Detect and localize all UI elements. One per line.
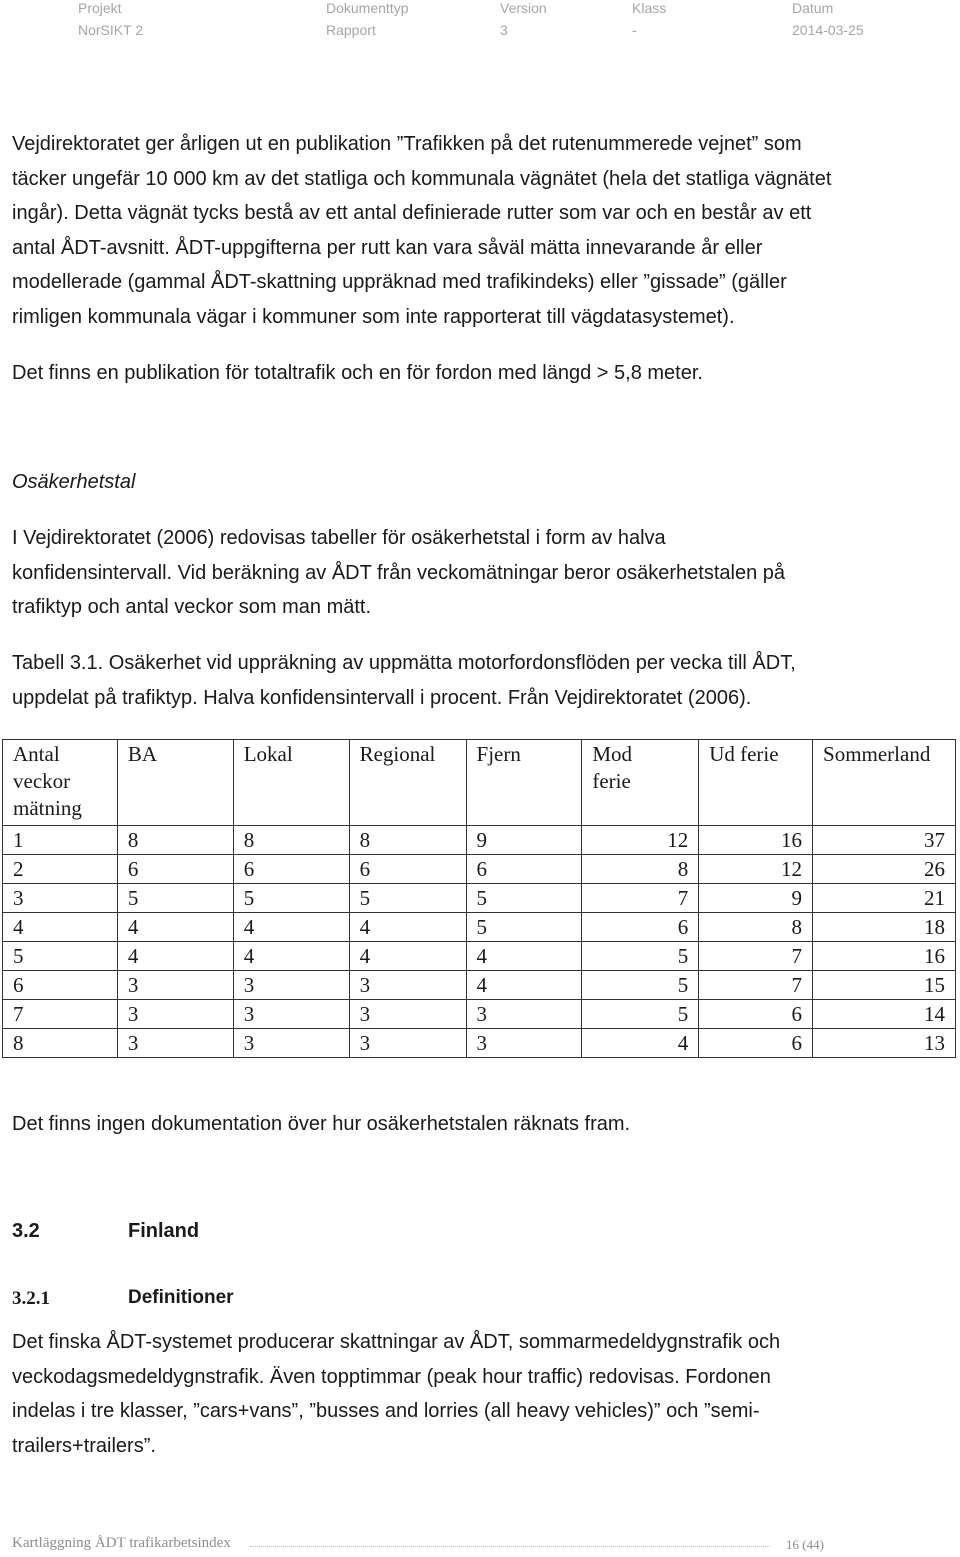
text-line: Det finns en publikation för totaltrafik och en för fordon med längd > 5,8 meter. (12, 362, 703, 384)
table-cell: 7 (699, 971, 813, 1000)
text-line: rimligen kommunala vägar i kommuner som inte rapporterat till vägdatasystemet). (12, 305, 735, 328)
table-cell: 8 (233, 826, 349, 855)
text-line: trafiktyp och antal veckor som man mätt. (12, 596, 372, 618)
table-cell: 1 (3, 826, 118, 855)
table-cell: 4 (466, 942, 582, 971)
table-cell: 4 (582, 1029, 699, 1058)
table-header-row (3, 740, 956, 826)
text-line: Det finns ingen dokumentation över hur osäkerhetstalen räknats fram. (12, 1113, 631, 1135)
subsection-title: Definitioner (128, 1287, 234, 1308)
table-cell: 8 (699, 913, 813, 942)
table-cell: 4 (3, 913, 118, 942)
table-cell: 4 (233, 913, 349, 942)
table-row (3, 826, 956, 855)
table-row (3, 971, 956, 1000)
publication-paragraph (12, 356, 947, 391)
table-cell: 6 (466, 855, 582, 884)
table-row (3, 855, 956, 884)
footer-divider (250, 1546, 770, 1547)
text-line: Tabell 3.1. Osäkerhet vid uppräkning av uppmätta motorfordonsflöden per vecka till ÅDT, (12, 652, 796, 674)
finland-paragraph (12, 1325, 947, 1463)
table-cell: 7 (699, 942, 813, 971)
column-header (349, 740, 466, 826)
table-cell: 16 (699, 826, 813, 855)
table-cell: 16 (813, 942, 956, 971)
header-label-klass: Klass (632, 0, 667, 16)
header-value-version: 3 (500, 22, 508, 38)
table-cell: 3 (117, 1029, 233, 1058)
table-cell: 12 (699, 855, 813, 884)
text-line: täcker ungefär 10 000 km av det statliga och kommunala vägnätet (hela det statliga vägnätet (12, 167, 832, 190)
table-cell: 9 (699, 884, 813, 913)
table-cell: 5 (466, 913, 582, 942)
table-cell: 5 (3, 942, 118, 971)
table-cell: 3 (3, 884, 118, 913)
header-label-projekt: Projekt (78, 0, 122, 16)
subsection-number: 3.2.1 (12, 1288, 50, 1309)
table-row (3, 913, 956, 942)
column-header (582, 740, 699, 826)
header-labels-row (0, 0, 960, 20)
table-cell: 12 (582, 826, 699, 855)
table-cell: 4 (466, 971, 582, 1000)
table-cell: 21 (813, 884, 956, 913)
table-cell: 8 (582, 855, 699, 884)
header-text: mätning (13, 796, 82, 820)
header-value-dokumenttyp: Rapport (326, 22, 376, 38)
header-text: Mod (592, 742, 633, 766)
table-cell: 6 (699, 1000, 813, 1029)
section-number: 3.2 (12, 1220, 40, 1242)
table-cell: 6 (3, 971, 118, 1000)
header-text: Regional (359, 742, 436, 766)
table-cell: 3 (117, 971, 233, 1000)
header-text: ferie (592, 769, 631, 793)
table-row (3, 1029, 956, 1058)
column-header (233, 740, 349, 826)
header-text: Lokal (243, 742, 293, 766)
table-cell: 13 (813, 1029, 956, 1058)
text-line: ingår). Detta vägnät tycks bestå av ett antal definierade rutter som var och en består av ett (12, 202, 812, 224)
table-row (3, 942, 956, 971)
table-cell: 7 (582, 884, 699, 913)
text-line: konfidensintervall. Vid beräkning av ÅDT från veckomätningar beror osäkerhetstalen på (12, 561, 786, 584)
column-header (466, 740, 582, 826)
table-cell: 5 (349, 884, 466, 913)
table-cell: 6 (117, 855, 233, 884)
table-cell: 3 (233, 1000, 349, 1029)
table-cell: 3 (233, 1029, 349, 1058)
section-title: Finland (128, 1220, 200, 1242)
header-text: Ud ferie (709, 742, 779, 766)
table-cell: 14 (813, 1000, 956, 1029)
table-row (3, 1000, 956, 1029)
intro-paragraph (12, 127, 947, 334)
table-cell: 3 (349, 1029, 466, 1058)
uncertainty-table (2, 739, 956, 1058)
header-text: Sommerland (823, 742, 931, 766)
table-cell: 3 (117, 1000, 233, 1029)
table-cell: 15 (813, 971, 956, 1000)
table-cell: 3 (349, 1000, 466, 1029)
table-cell: 37 (813, 826, 956, 855)
table-cell: 8 (3, 1029, 118, 1058)
table-cell: 5 (582, 971, 699, 1000)
table-cell: 2 (3, 855, 118, 884)
table-cell: 4 (233, 942, 349, 971)
table-body (3, 826, 956, 1058)
table-cell: 5 (582, 1000, 699, 1029)
text-line: Vejdirektoratet ger årligen ut en publikation ”Trafikken på det rutenummerede vejnet” som (12, 133, 802, 155)
table-cell: 18 (813, 913, 956, 942)
header-text: BA (127, 742, 158, 766)
text-line: antal ÅDT-avsnitt. ÅDT-uppgifterna per rutt kan vara såväl mätta innevarande år eller (12, 236, 763, 259)
column-header (117, 740, 233, 826)
table-cell: 6 (233, 855, 349, 884)
footer-title: Kartläggning ÅDT trafikarbetsindex (12, 1535, 231, 1551)
table-cell: 4 (117, 942, 233, 971)
header-label-version: Version (500, 0, 547, 16)
table-cell: 5 (117, 884, 233, 913)
text-line: uppdelat på trafiktyp. Halva konfidensintervall i procent. Från Vejdirektoratet (2006). (12, 686, 752, 709)
table-cell: 3 (233, 971, 349, 1000)
header-text: veckor (13, 769, 71, 793)
table-cell: 8 (117, 826, 233, 855)
text-line: I Vejdirektoratet (2006) redovisas tabeller för osäkerhetstal i form av halva (12, 527, 666, 549)
text-line: Det finska ÅDT-systemet producerar skattningar av ÅDT, sommarmedeldygnstrafik och (12, 1331, 781, 1353)
table-cell: 6 (582, 913, 699, 942)
table-cell: 4 (349, 913, 466, 942)
header-label-dokumenttyp: Dokumenttyp (326, 0, 409, 16)
table-cell: 4 (117, 913, 233, 942)
column-header (3, 740, 118, 826)
header-text: Fjern (476, 742, 521, 766)
documentation-paragraph (12, 1107, 947, 1142)
table-cell: 6 (699, 1029, 813, 1058)
table-cell: 3 (466, 1000, 582, 1029)
text-line: trailers+trailers”. (12, 1434, 156, 1457)
table-cell: 4 (349, 942, 466, 971)
header-text: Antal (13, 742, 60, 766)
column-header (699, 740, 813, 826)
footer-page-number: 16 (44) (786, 1537, 824, 1552)
table-cell: 9 (466, 826, 582, 855)
header-value-datum: 2014-03-25 (792, 22, 864, 38)
text-line: veckodagsmedeldygnstrafik. Även topptimmar (peak hour traffic) redovisas. Fordonen (12, 1365, 771, 1388)
text-line: indelas i tre klasser, ”cars+vans”, ”busses and lorries (all heavy vehicles)” och ”semi- (12, 1400, 760, 1422)
table-cell: 3 (349, 971, 466, 1000)
header-values-row (0, 22, 960, 42)
table-row (3, 884, 956, 913)
header-label-datum: Datum (792, 0, 834, 16)
table-cell: 3 (466, 1029, 582, 1058)
osakerhet-paragraph (12, 521, 947, 625)
table-cell: 5 (233, 884, 349, 913)
table-caption (12, 646, 947, 715)
column-header (813, 740, 956, 826)
table-cell: 7 (3, 1000, 118, 1029)
osakerhetstal-heading: Osäkerhetstal (12, 471, 136, 493)
table-cell: 8 (349, 826, 466, 855)
table-cell: 5 (466, 884, 582, 913)
table-cell: 26 (813, 855, 956, 884)
table-cell: 5 (582, 942, 699, 971)
header-value-projekt: NorSIKT 2 (78, 22, 144, 38)
table-cell: 6 (349, 855, 466, 884)
text-line: modellerade (gammal ÅDT-skattning uppräknad med trafikindeks) eller ”gissade” (gäller (12, 271, 787, 293)
header-value-klass: - (632, 22, 637, 38)
